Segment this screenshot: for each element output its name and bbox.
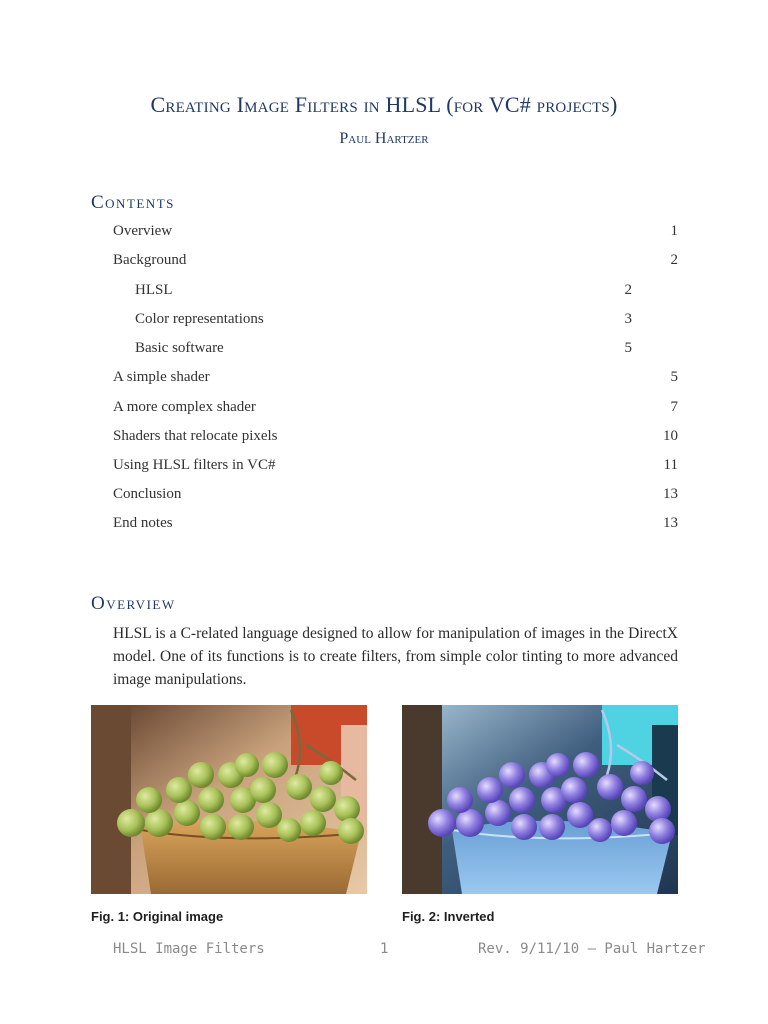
- figure-original-image: [91, 705, 367, 894]
- toc-entry[interactable]: [0, 515, 768, 539]
- toc-entry-label: HLSL: [135, 282, 173, 298]
- document-title: Creating Image Filters in HLSL (for VC# projects): [150, 92, 618, 117]
- toc-entry-label: Conclusion: [113, 486, 182, 502]
- toc-entry-label: Color representations: [135, 311, 264, 327]
- toc-entry-label: Shaders that relocate pixels: [113, 428, 278, 444]
- toc-entry[interactable]: [0, 457, 768, 481]
- toc-entry-label: Using HLSL filters in VC#: [113, 457, 276, 473]
- footer-page-number: 1: [380, 941, 389, 957]
- overview-paragraph: HLSL is a C-related language designed to allow for manipulation of images in the DirectX model. One of its functions is to create filters, from simple color tinting to more advanced image manipulations.: [113, 625, 678, 688]
- toc-entry-page: 11: [663, 457, 678, 473]
- toc-entry[interactable]: [0, 399, 768, 423]
- toc-entry[interactable]: [0, 369, 768, 393]
- document-author: Paul Hartzer: [339, 130, 429, 147]
- toc-entry-page: 3: [624, 311, 632, 327]
- toc-entry[interactable]: [0, 340, 768, 364]
- toc-entry-page: 7: [670, 399, 678, 415]
- toc-entry-page: 2: [624, 282, 632, 298]
- toc-entry[interactable]: [0, 252, 768, 276]
- toc-entry[interactable]: [0, 486, 768, 510]
- toc-entry-page: 2: [670, 252, 678, 268]
- toc-entry-page: 13: [663, 486, 678, 502]
- figure-inverted-image: [402, 705, 678, 894]
- toc-entry-label: A more complex shader: [113, 399, 256, 415]
- toc-entry[interactable]: [0, 282, 768, 306]
- page-footer: [0, 941, 768, 961]
- toc-entry-label: A simple shader: [113, 369, 210, 385]
- toc-entry-label: Basic software: [135, 340, 224, 356]
- toc-entry-page: 1: [670, 223, 678, 239]
- toc-entry-label: Background: [113, 252, 187, 268]
- footer-revision: Rev. 9/11/10 – Paul Hartzer: [478, 941, 706, 957]
- toc-entry-label: Overview: [113, 223, 173, 239]
- overview-heading: Overview: [91, 593, 176, 614]
- toc-entry[interactable]: [0, 311, 768, 335]
- toc-entry[interactable]: [0, 223, 768, 247]
- toc-entry-label: End notes: [113, 515, 173, 531]
- toc-entry-page: 10: [663, 428, 678, 444]
- toc-entry-page: 13: [663, 515, 678, 531]
- toc-entry-page: 5: [624, 340, 632, 356]
- toc-entry[interactable]: [0, 428, 768, 452]
- figure-1-caption: Fig. 1: Original image: [91, 909, 224, 924]
- grapes-photo-original: [91, 705, 367, 894]
- grapes-photo-inverted: [402, 705, 678, 894]
- figure-2-caption: Fig. 2: Inverted: [402, 909, 495, 924]
- contents-heading: Contents: [91, 192, 175, 213]
- toc-entry-page: 5: [670, 369, 678, 385]
- footer-doc-title: HLSL Image Filters: [113, 941, 265, 957]
